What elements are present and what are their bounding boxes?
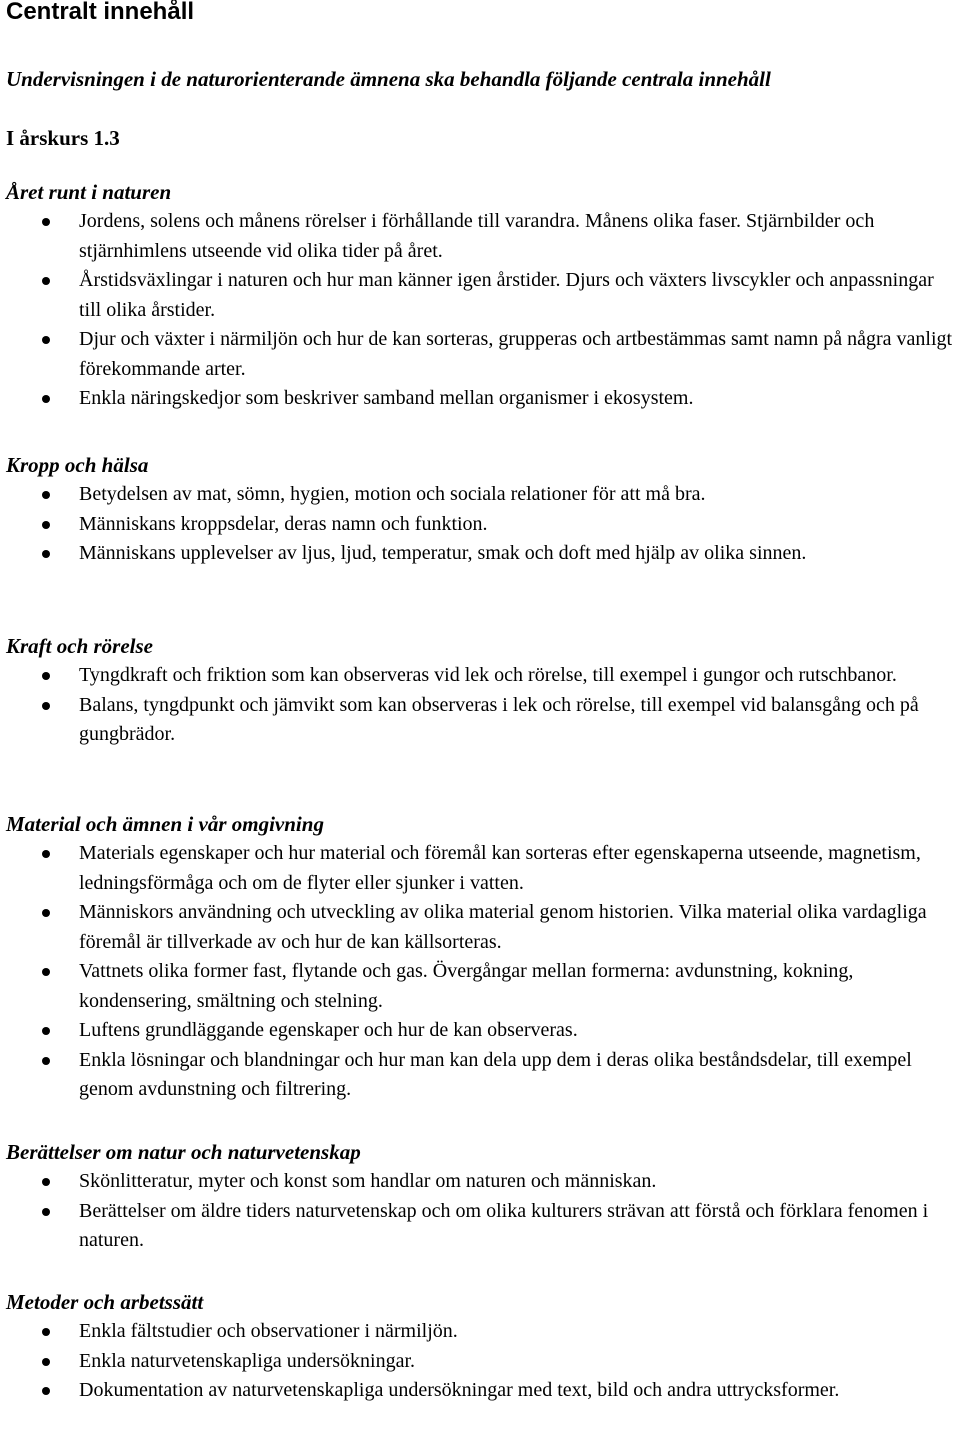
bullet-list <box>6 839 956 1105</box>
list-item <box>6 1317 956 1347</box>
list-item-text: Tyngdkraft och friktion som kan observeras vid lek och rörelse, till exempel i gungor och rutschbanor. <box>79 664 897 686</box>
bullet-icon <box>42 521 50 529</box>
bullet-icon <box>42 550 50 558</box>
bullet-list <box>6 1167 956 1256</box>
list-item-text: Enkla lösningar och blandningar och hur man kan dela upp dem i deras olika beståndsdelar, till exempel genom avdunstning och filtrering. <box>79 1048 912 1100</box>
bullet-list <box>6 661 956 750</box>
list-item <box>6 957 956 1016</box>
page-title: Centralt innehåll <box>6 0 195 25</box>
list-item-text: Luftens grundläggande egenskaper och hur de kan observeras. <box>79 1019 578 1041</box>
list-item-text: Materials egenskaper och hur material och föremål kan sorteras efter egenskaperna utseende, magnetism, ledningsförmåga och om de flyter eller sjunker i vatten. <box>79 842 921 894</box>
bullet-icon <box>42 850 50 858</box>
list-item-text: Människans upplevelser av ljus, ljud, temperatur, smak och doft med hjälp av olika sinnen. <box>79 542 807 564</box>
list-item <box>6 510 956 540</box>
bullet-icon <box>42 336 50 344</box>
grade-heading: I årskurs 1.3 <box>6 126 120 150</box>
list-item <box>6 207 956 266</box>
list-item <box>6 384 956 414</box>
bullet-icon <box>42 672 50 680</box>
bullet-list <box>6 1317 956 1406</box>
bullet-icon <box>42 1178 50 1186</box>
bullet-icon <box>42 1387 50 1395</box>
list-item-text: Människans kroppsdelar, deras namn och funktion. <box>79 512 488 535</box>
list-item-text: Årstidsväxlingar i naturen och hur man känner igen årstider. Djurs och växters livscykler och anpassningar till olika årstider. <box>79 269 934 321</box>
section-heading: Berättelser om natur och naturvetenskap <box>6 1140 361 1164</box>
list-item-text: Enkla naturvetenskapliga undersökningar. <box>79 1349 416 1372</box>
bullet-icon <box>42 491 50 499</box>
section-metoder <box>6 1287 956 1406</box>
bullet-icon <box>42 1057 50 1065</box>
list-item-text: Djur och växter i närmiljön och hur de kan sorteras, grupperas och artbestämmas samt namn på några vanligt förekommande arter. <box>79 328 953 380</box>
list-item-text: Enkla fältstudier och observationer i närmiljön. <box>79 1320 458 1342</box>
section-material-och-amnen <box>6 809 956 1105</box>
list-item-text: Betydelsen av mat, sömn, hygien, motion och sociala relationer för att må bra. <box>79 483 706 505</box>
intro-text: Undervisningen i de naturorienterande ämnena ska behandla följande centrala innehåll <box>6 67 771 91</box>
bullet-icon <box>42 277 50 285</box>
bullet-icon <box>42 1328 50 1336</box>
list-item <box>6 691 956 750</box>
section-heading: Kraft och rörelse <box>6 634 153 658</box>
bullet-list <box>6 480 956 569</box>
bullet-icon <box>42 1027 50 1035</box>
bullet-icon <box>42 909 50 917</box>
list-item-text: Jordens, solens och månens rörelser i förhållande till varandra. Månens olika faser. Stjärnbilder och stjärnhimlens utseende vid olika tider på året. <box>79 210 875 262</box>
list-item-text: Enkla näringskedjor som beskriver samband mellan organismer i ekosystem. <box>79 387 694 409</box>
section-berattelser <box>6 1137 956 1256</box>
bullet-icon <box>42 1208 50 1216</box>
section-heading: Metoder och arbetssätt <box>6 1290 204 1314</box>
list-item-text: Berättelser om äldre tiders naturvetenskap och om olika kulturers strävan att förstå och förklara fenomen i naturen. <box>79 1199 929 1251</box>
bullet-icon <box>42 702 50 710</box>
section-heading: Kropp och hälsa <box>6 453 149 477</box>
section-heading: Året runt i naturen <box>6 180 172 204</box>
bullet-list <box>6 207 956 414</box>
list-item <box>6 266 956 325</box>
section-heading: Material och ämnen i vår omgivning <box>6 812 324 836</box>
list-item <box>6 898 956 957</box>
list-item-text: Balans, tyngdpunkt och jämvikt som kan observeras i lek och rörelse, till exempel vid balansgång och på gungbrädor. <box>79 693 919 745</box>
list-item-text: Skönlitteratur, myter och konst som handlar om naturen och människan. <box>79 1170 657 1192</box>
list-item <box>6 1046 956 1105</box>
list-item <box>6 325 956 384</box>
section-kropp-och-halsa <box>6 450 956 569</box>
section-kraft-och-rorelse <box>6 631 956 750</box>
list-item-text: Vattnets olika former fast, flytande och gas. Övergångar mellan formerna: avdunstning, kokning, kondensering, smältning och stelning. <box>79 960 854 1012</box>
list-item <box>6 1016 956 1046</box>
list-item <box>6 1347 956 1377</box>
list-item <box>6 839 956 898</box>
list-item-text: Dokumentation av naturvetenskapliga undersökningar med text, bild och andra uttrycksformer. <box>79 1379 840 1401</box>
list-item <box>6 661 956 691</box>
list-item <box>6 480 956 510</box>
bullet-icon <box>42 218 50 226</box>
list-item <box>6 539 956 569</box>
list-item <box>6 1376 956 1406</box>
bullet-icon <box>42 1358 50 1366</box>
list-item <box>6 1167 956 1197</box>
bullet-icon <box>42 395 50 403</box>
section-aret-runt <box>6 177 956 414</box>
bullet-icon <box>42 968 50 976</box>
list-item-text: Människors användning och utveckling av olika material genom historien. Vilka material olika vardagliga föremål är tillverkade av och hur de kan källsorteras. <box>79 901 927 953</box>
list-item <box>6 1197 956 1256</box>
